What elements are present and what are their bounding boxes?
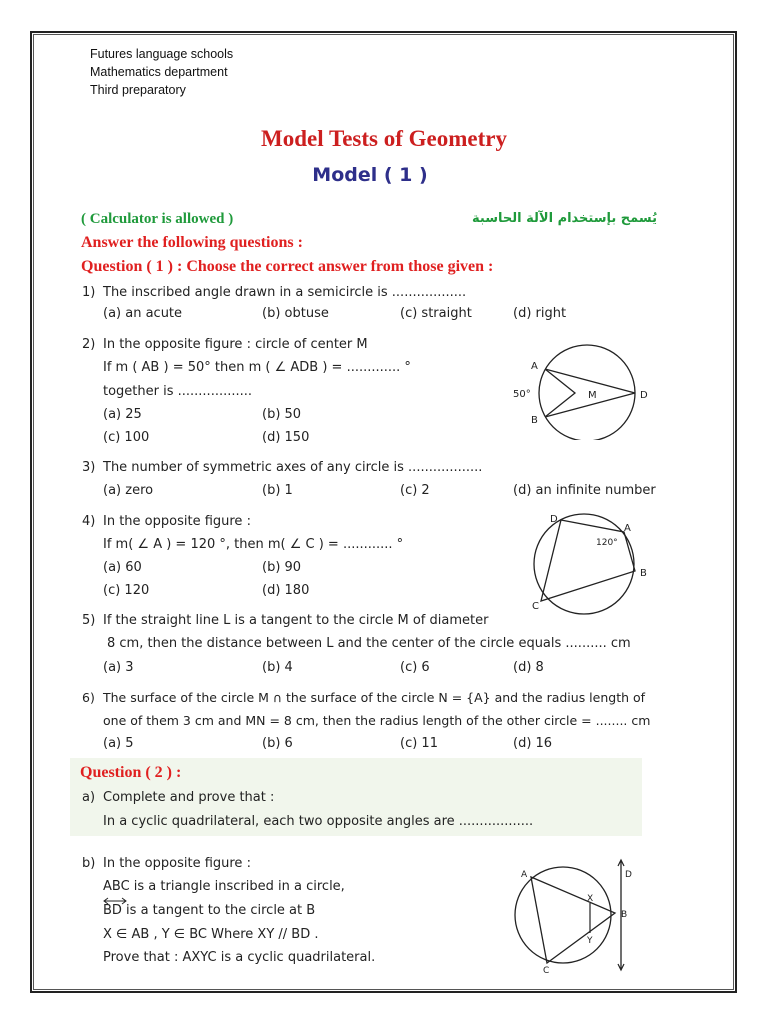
q2b-label: b) bbox=[82, 856, 96, 871]
q1-item1-text: The inscribed angle drawn in a semicircle is .................. bbox=[103, 285, 467, 300]
q1-item1-option-a: (a) an acute bbox=[103, 306, 183, 321]
q1-item4-option-a: (a) 60 bbox=[103, 560, 142, 575]
fig3-label-d: D bbox=[625, 870, 632, 880]
q1-item5-number: 5) bbox=[82, 613, 96, 628]
fig3-label-b: B bbox=[621, 910, 628, 920]
school-name: Futures language schools bbox=[90, 47, 234, 61]
model-number: Model ( 1 ) bbox=[312, 164, 428, 186]
q1-item3-option-c: (c) 2 bbox=[400, 483, 430, 498]
fig3-label-c: C bbox=[543, 966, 550, 975]
q1-item6-option-c: (c) 11 bbox=[400, 736, 438, 751]
q1-item5-option-b: (b) 4 bbox=[262, 660, 293, 675]
calculator-note-arabic: يُسمح بإستخدام الآلة الحاسبة bbox=[472, 211, 657, 226]
q1-item1-option-c: (c) straight bbox=[400, 306, 472, 321]
fig2-label-c: C bbox=[532, 601, 539, 612]
question-2-heading: Question ( 2 ) : bbox=[80, 764, 182, 781]
fig2-label-angle: 120° bbox=[596, 538, 618, 548]
q1-item5-line2: 8 cm, then the distance between L and the center of the circle equals .......... cm bbox=[107, 636, 631, 651]
q1-item5-option-a: (a) 3 bbox=[103, 660, 134, 675]
fig3-label-a: A bbox=[521, 870, 528, 880]
q1-item2-option-a: (a) 25 bbox=[103, 407, 142, 422]
calculator-note: ( Calculator is allowed ) bbox=[81, 211, 234, 227]
q2b-line1: In the opposite figure : bbox=[103, 856, 251, 871]
q1-item3-option-a: (a) zero bbox=[103, 483, 154, 498]
q1-item5-option-d: (d) 8 bbox=[513, 660, 544, 675]
fig3-label-y: Y bbox=[587, 936, 593, 946]
fig2-label-b: B bbox=[640, 568, 647, 579]
q1-item5-option-c: (c) 6 bbox=[400, 660, 430, 675]
q1-item6-number: 6) bbox=[82, 690, 95, 705]
q1-item4-option-c: (c) 120 bbox=[103, 583, 150, 598]
q1-item2-number: 2) bbox=[82, 337, 96, 352]
q1-item6-option-d: (d) 16 bbox=[513, 736, 553, 751]
q1-item3-text: The number of symmetric axes of any circle is .................. bbox=[103, 460, 483, 475]
q2b-line4: X ∈ AB , Y ∈ BC Where XY // BD . bbox=[103, 927, 319, 942]
grade-level: Third preparatory bbox=[90, 83, 186, 97]
q1-item5-line1: If the straight line L is a tangent to the circle M of diameter bbox=[103, 613, 489, 628]
q1-item1-option-b: (b) obtuse bbox=[262, 306, 329, 321]
q1-item6-line2: one of them 3 cm and MN = 8 cm, then the radius length of the other circle = ........ cm bbox=[103, 713, 651, 728]
q1-item2-line1: In the opposite figure : circle of center M bbox=[103, 337, 368, 352]
figure-cyclic-quadrilateral bbox=[520, 510, 670, 615]
page-title: Model Tests of Geometry bbox=[261, 126, 507, 151]
q1-item1-number: 1) bbox=[82, 285, 96, 300]
q1-item3-option-b: (b) 1 bbox=[262, 483, 293, 498]
q1-item2-line3: together is .................. bbox=[103, 384, 253, 399]
fig3-label-x: X bbox=[587, 894, 594, 904]
q1-item4-number: 4) bbox=[82, 514, 96, 529]
q1-item6-line1: The surface of the circle M ∩ the surface of the circle N = {A} and the radius length of bbox=[103, 690, 646, 705]
instructions: Answer the following questions : bbox=[81, 234, 303, 251]
fig2-label-a: A bbox=[624, 523, 631, 534]
q1-item2-option-c: (c) 100 bbox=[103, 430, 150, 445]
q1-item4-line1: In the opposite figure : bbox=[103, 514, 251, 529]
overline-marks bbox=[100, 896, 360, 908]
q1-item3-number: 3) bbox=[82, 460, 96, 475]
fig1-label-a: A bbox=[531, 361, 538, 372]
q1-item2-line2: If m ( AB ) = 50° then m ( ∠ ADB ) = ............. ° bbox=[103, 360, 411, 375]
q1-item4-option-b: (b) 90 bbox=[262, 560, 302, 575]
q1-item3-option-d: (d) an infinite number bbox=[513, 483, 656, 498]
figure-triangle-tangent bbox=[505, 857, 645, 975]
q1-item6-option-b: (b) 6 bbox=[262, 736, 293, 751]
q1-item1-option-d: (d) right bbox=[513, 306, 567, 321]
q2b-line3: BD is a tangent to the circle at B bbox=[103, 903, 316, 918]
q1-item4-line2: If m( ∠ A ) = 120 °, then m( ∠ C ) = ............ ° bbox=[103, 537, 404, 552]
q1-item2-option-b: (b) 50 bbox=[262, 407, 302, 422]
fig2-label-d: D bbox=[550, 514, 558, 525]
q1-item2-option-d: (d) 150 bbox=[262, 430, 310, 445]
fig1-label-b: B bbox=[531, 415, 538, 426]
fig1-label-m: M bbox=[588, 390, 597, 401]
figure-circle-inscribed-angle bbox=[500, 340, 660, 440]
q1-item4-option-d: (d) 180 bbox=[262, 583, 310, 598]
question-1-heading: Question ( 1 ) : Choose the correct answer from those given : bbox=[81, 258, 494, 275]
q1-item6-option-a: (a) 5 bbox=[103, 736, 134, 751]
fig1-label-d: D bbox=[640, 390, 648, 401]
q2a-line1: Complete and prove that : bbox=[103, 790, 275, 805]
q2a-line2: In a cyclic quadrilateral, each two opposite angles are .................. bbox=[103, 814, 534, 829]
department-name: Mathematics department bbox=[90, 65, 228, 79]
q2b-line2: ABC is a triangle inscribed in a circle, bbox=[103, 879, 345, 894]
fig1-label-angle: 50° bbox=[513, 389, 531, 400]
q2a-label: a) bbox=[82, 790, 96, 805]
q2b-line5: Prove that : AXYC is a cyclic quadrilateral. bbox=[103, 950, 376, 965]
